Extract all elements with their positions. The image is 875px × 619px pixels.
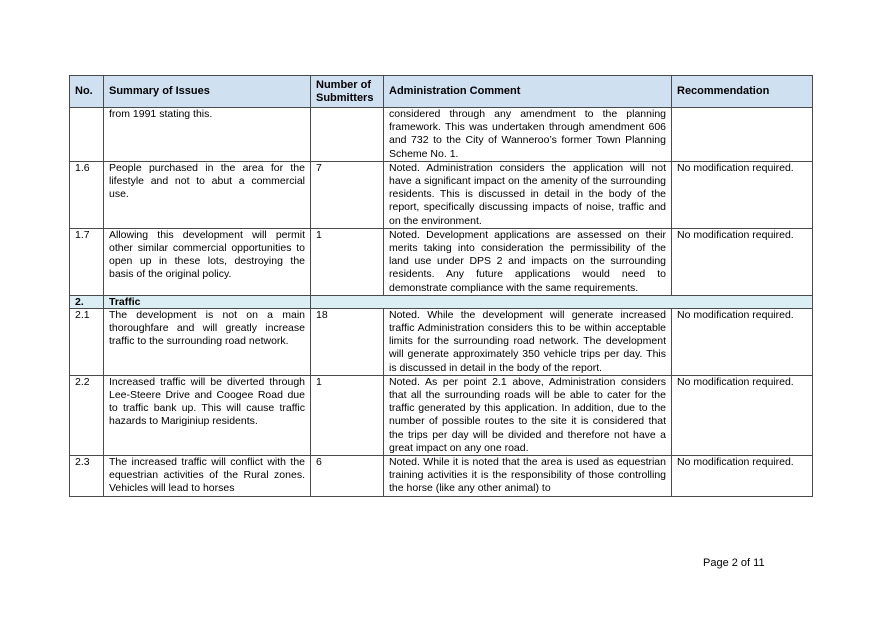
header-summary: Summary of Issues xyxy=(104,76,311,108)
cell-summary: Increased traffic will be diverted through Lee-Steere Drive and Coogee Road due to traffic bank up. This will cause traffic hazards to Mariginiup residents. xyxy=(104,375,311,455)
cell-recommendation: No modification required. xyxy=(672,161,813,228)
table-body xyxy=(70,108,813,497)
cell-no: 1.6 xyxy=(70,161,104,228)
cell-summary: from 1991 stating this. xyxy=(104,108,311,162)
cell-summary: The increased traffic will conflict with the equestrian activities of the Rural zones. Vehicles will lead to horses xyxy=(104,456,311,497)
table-row xyxy=(70,161,813,228)
cell-summary: People purchased in the area for the lifestyle and not to abut a commercial use. xyxy=(104,161,311,228)
header-no: No. xyxy=(70,76,104,108)
page-number: Page 2 of 11 xyxy=(703,557,765,569)
cell-comment: considered through any amendment to the planning framework. This was undertaken through amendment 606 and 732 to the City of Wanneroo’s former Town Planning Scheme No. 1. xyxy=(384,108,672,162)
cell-summary: Allowing this development will permit other similar commercial opportunities to open up in these lots, destroying the basis of the original policy. xyxy=(104,228,311,295)
cell-submitters: 1 xyxy=(311,228,384,295)
section-row-traffic xyxy=(70,295,813,308)
cell-submitters: 1 xyxy=(311,375,384,455)
table-row xyxy=(70,456,813,497)
cell-comment: Noted. While the development will generate increased traffic Administration considers this to be within acceptable limits for the surrounding road network. The development will generate approximately 350 vehicle trips per day. This is discussed in detail in the body of the report. xyxy=(384,308,672,375)
cell-comment: Noted. While it is noted that the area is used as equestrian training activities it is the responsibility of those controlling the horse (like any other animal) to xyxy=(384,456,672,497)
table-row xyxy=(70,228,813,295)
header-comment: Administration Comment xyxy=(384,76,672,108)
cell-comment: Noted. Development applications are assessed on their merits taking into consideration the permissibility of the land use under DPS 2 and impacts on the surrounding residents. Any future applications would need to demonstrate compliance with the same requirements. xyxy=(384,228,672,295)
section-fill xyxy=(311,295,813,308)
table-row-continuation xyxy=(70,108,813,162)
cell-summary: The development is not on a main thoroughfare and will greatly increase traffic to the surrounding road network. xyxy=(104,308,311,375)
table-row xyxy=(70,375,813,455)
cell-submitters: 18 xyxy=(311,308,384,375)
header-recommendation: Recommendation xyxy=(672,76,813,108)
cell-no: 1.7 xyxy=(70,228,104,295)
cell-recommendation: No modification required. xyxy=(672,375,813,455)
cell-recommendation xyxy=(672,108,813,162)
header-row xyxy=(70,76,813,108)
table-header xyxy=(70,76,813,108)
cell-submitters: 6 xyxy=(311,456,384,497)
section-number: 2. xyxy=(70,295,104,308)
cell-submitters xyxy=(311,108,384,162)
issues-table xyxy=(69,75,813,497)
cell-no xyxy=(70,108,104,162)
cell-recommendation: No modification required. xyxy=(672,228,813,295)
cell-submitters: 7 xyxy=(311,161,384,228)
cell-no: 2.1 xyxy=(70,308,104,375)
header-submitters: Number of Submitters xyxy=(311,76,384,108)
cell-no: 2.2 xyxy=(70,375,104,455)
table-row xyxy=(70,308,813,375)
cell-comment: Noted. As per point 2.1 above, Administration considers that all the surrounding roads will be able to cater for the traffic generated by this application. In addition, due to the number of possible routes to the site it is considered that the trips per day will be divided and therefore not have a great impact on any one road. xyxy=(384,375,672,455)
cell-recommendation: No modification required. xyxy=(672,308,813,375)
cell-comment: Noted. Administration considers the application will not have a significant impact on the amenity of the surrounding residents. This is discussed in detail in the body of the report, specifically discussing impacts of noise, traffic and on the environment. xyxy=(384,161,672,228)
cell-recommendation: No modification required. xyxy=(672,456,813,497)
cell-no: 2.3 xyxy=(70,456,104,497)
section-title: Traffic xyxy=(104,295,311,308)
